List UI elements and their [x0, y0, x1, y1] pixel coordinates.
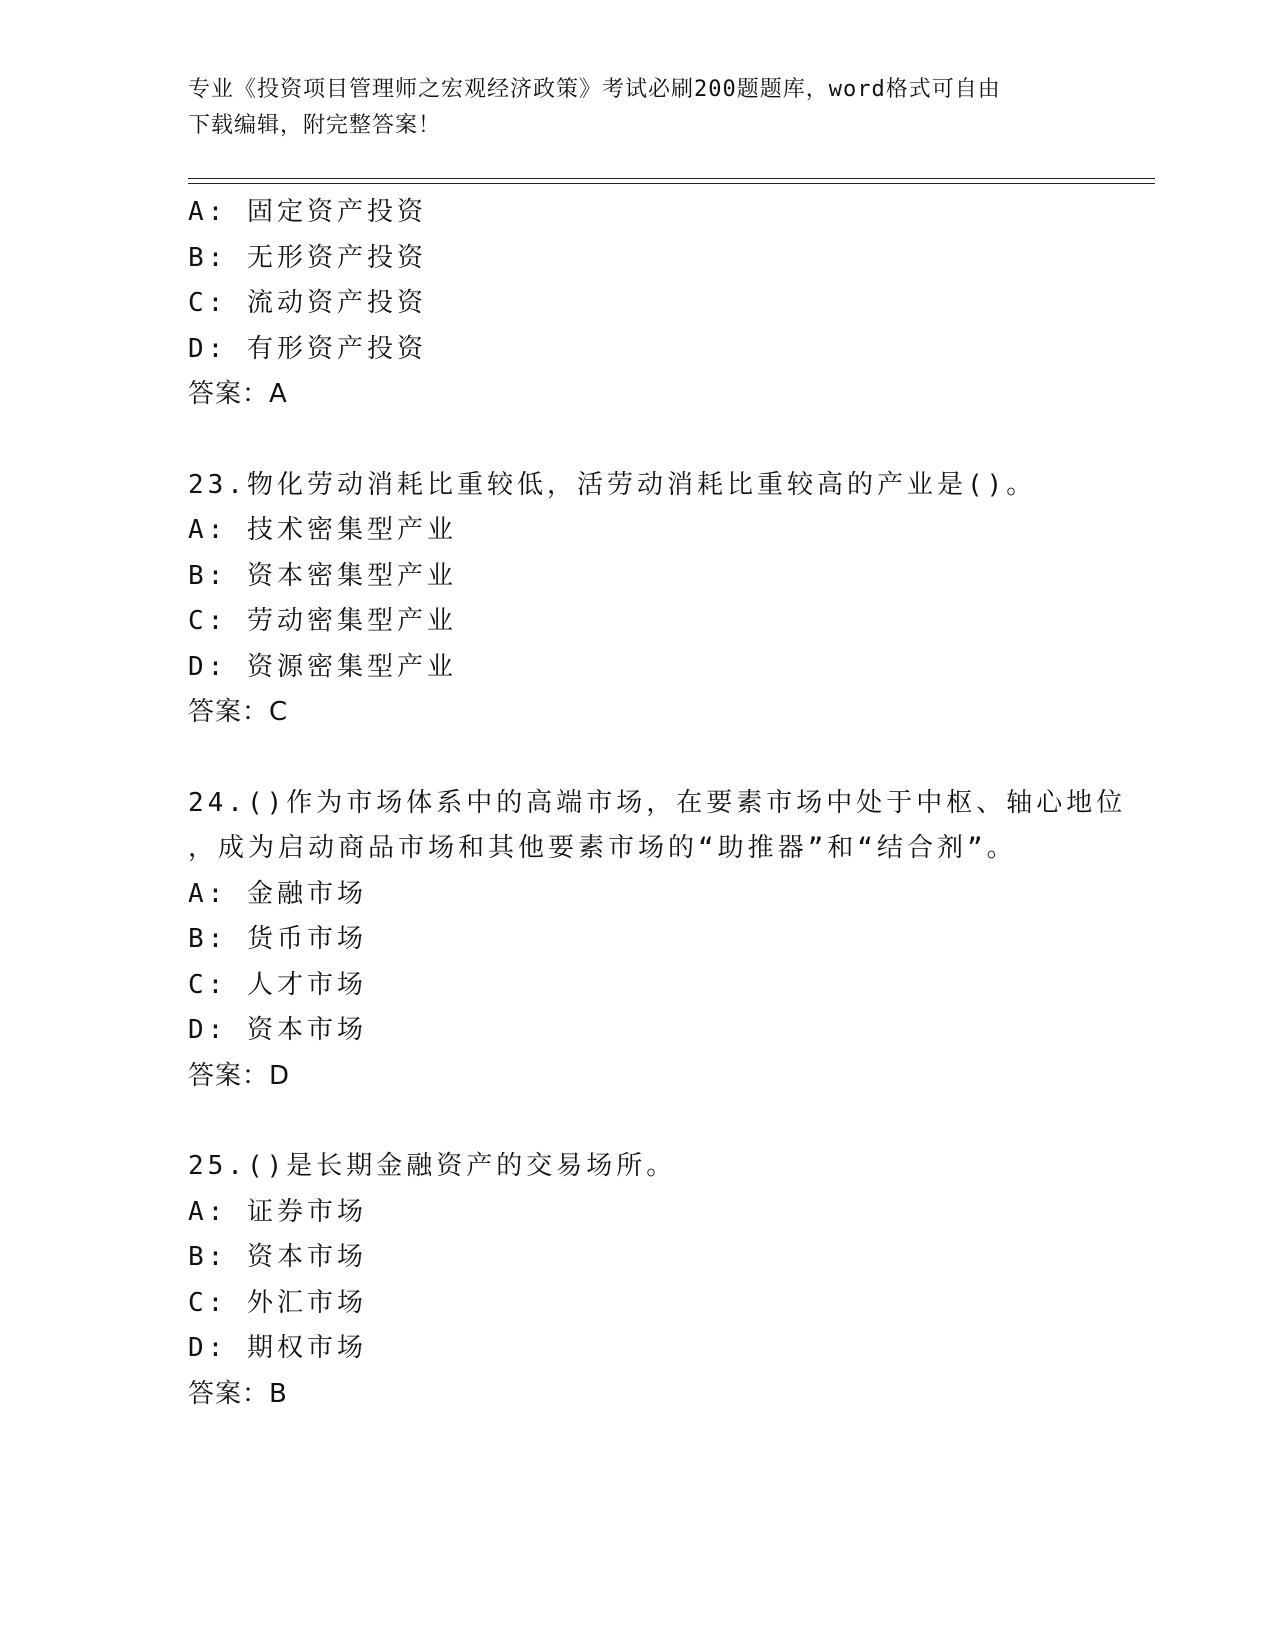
answer: 答案：B [188, 1378, 288, 1409]
option-d: D: 资本市场 [188, 1015, 367, 1045]
spacer [188, 418, 1088, 463]
option-a: A: 技术密集型产业 [188, 515, 457, 545]
document-body [188, 190, 1127, 1417]
question-25 [188, 1144, 1088, 1417]
option-b: B: 资本密集型产业 [188, 560, 457, 591]
header-line-2: 下载编辑，附完整答案！ [188, 113, 442, 138]
option-c: C: 劳动密集型产业 [188, 606, 457, 636]
option-a: A: 证券市场 [188, 1196, 367, 1227]
option-d: D: 资源密集型产业 [188, 651, 457, 682]
question-22 [188, 190, 1088, 418]
answer: 答案：A [188, 379, 288, 409]
option-b: B: 资本市场 [188, 1242, 367, 1272]
spacer [188, 1099, 1088, 1144]
option-d: D: 期权市场 [188, 1333, 367, 1363]
page-header [188, 72, 1068, 144]
question-23 [188, 463, 1088, 736]
question-stem-line-1: 24.()作为市场体系中的高端市场，在要素市场中处于中枢、轴心地位 [188, 787, 1127, 818]
option-b: B: 货币市场 [188, 924, 367, 954]
spacer [188, 736, 1088, 781]
header-line-1: 专业《投资项目管理师之宏观经济政策》考试必刷200题题库，word格式可自由 [188, 77, 1001, 102]
answer: 答案：D [188, 1060, 291, 1091]
option-a: A: 固定资产投资 [188, 197, 427, 227]
option-a: A: 金融市场 [188, 878, 367, 909]
option-c: C: 流动资产投资 [188, 288, 427, 318]
option-c: C: 外汇市场 [188, 1287, 367, 1318]
answer: 答案：C [188, 697, 289, 727]
question-stem: 25.()是长期金融资产的交易场所。 [188, 1151, 677, 1181]
question-stem: 23.物化劳动消耗比重较低，活劳动消耗比重较高的产业是()。 [188, 469, 1037, 500]
option-c: C: 人才市场 [188, 969, 367, 1000]
header-divider-top [188, 178, 1155, 179]
option-b: B: 无形资产投资 [188, 242, 427, 273]
question-24 [188, 781, 1127, 1100]
header-divider-bottom [188, 183, 1155, 184]
question-stem-line-2: ，成为启动商品市场和其他要素市场的“助推器”和“结合剂”。 [188, 833, 1017, 863]
option-d: D: 有形资产投资 [188, 333, 427, 364]
